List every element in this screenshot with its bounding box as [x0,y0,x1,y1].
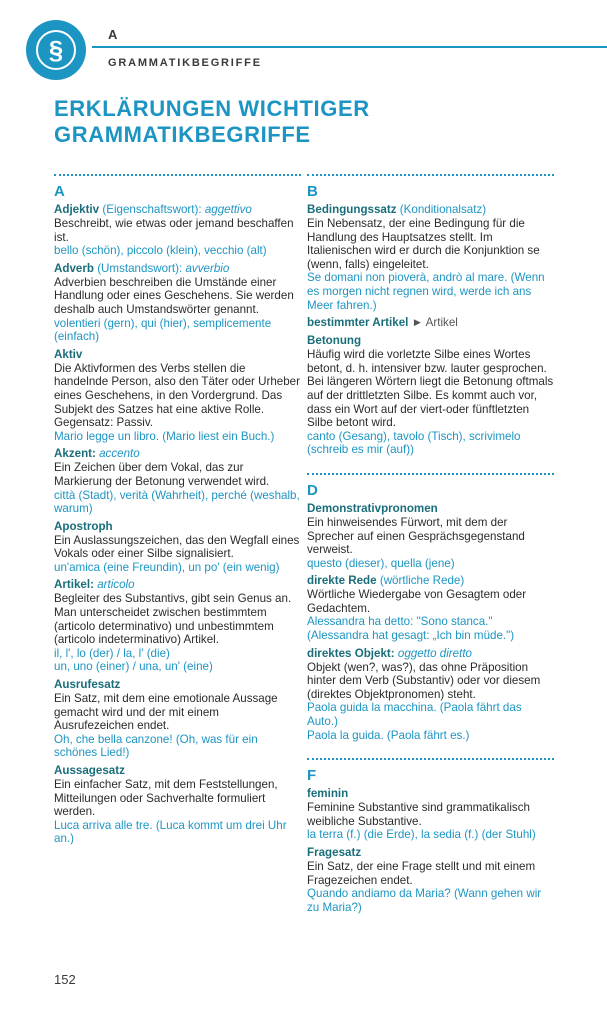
entry-term-line [307,502,554,516]
header-rule [92,46,607,48]
entry-term: direktes Objekt: [307,646,395,660]
entry-italian-term: aggettivo [204,203,252,216]
entry-definition: Ein Satz, mit dem eine emotionale Aussage gemacht wird und der mit einem Ausrufezeichen endet. [54,692,278,733]
entry-example: Se domani non pioverà, andrò al mare. (Wenn es morgen nicht regnen wird, werde ich ans Meer fahren.) [307,271,545,312]
entry-definition: Adverbien beschreiben die Umstände einer Handlung oder eines Geschehens. Sie werden deshalb auch Umstandswörter genannt. [54,275,294,316]
entry-term-line [54,520,301,534]
entry-term-line [54,578,301,592]
entry-definition: Wörtliche Wiedergabe von Gesagtem oder Gedachtem. [307,588,527,615]
page-title-line-2: GRAMMATIKBEGRIFFE [54,122,311,147]
glossary-entry [54,678,301,760]
entry-example: questo (dieser), quella (jene) [307,556,455,570]
entry-term: Bedingungssatz [307,203,397,216]
entry-example: Alessandra ha detto: "Sono stanca." (Alessandra hat gesagt: „Ich bin müde.") [307,615,515,643]
entry-term: Demonstrativpronomen [307,501,438,515]
section-letter: D [307,481,318,499]
page-title-line-1: ERKLÄRUNGEN WICHTIGER [54,96,370,121]
entry-definition: Begleiter des Substantivs, gibt sein Genus an. Man unterscheidet zwischen bestimmtem (articolo determinativo) und unbestimmtem (articolo indeterminativo) Artikel. [54,592,292,647]
glossary-entry [307,316,554,330]
entry-example: la terra (f.) (die Erde), la sedia (f.) (der Stuhl) [307,828,536,842]
entry-definition: Feminine Substantive sind grammatikalisch weibliche Substantive. [307,801,530,828]
entry-definition: Die Aktivformen des Verbs stellen die handelnde Person, also den Täter oder Urheber eines Geschehens, in den Vordergrund. Das Subjekt des Satzes hat eine aktive Rolle. Gegensatz: Passiv. [54,361,300,430]
entry-term: bestimmter Artikel [307,316,409,330]
dotted-separator [54,174,301,176]
letter-group [54,174,301,846]
glossary-entry [54,764,301,846]
paragraph-section-icon [32,26,80,74]
section-badge [26,20,86,80]
glossary-entry [54,447,301,515]
entry-definition: Ein einfacher Satz, mit dem Feststellungen, Mitteilungen oder Sachverhalte formuliert werden. [54,778,278,819]
entry-term: direkte Rede [307,574,377,588]
entry-example: il, l', lo (der) / la, l' (die) [54,646,170,660]
entry-italian-term: avverbio [185,261,230,275]
glossary-entry [54,520,301,575]
entry-term-line [54,203,301,217]
entry-term-line [54,678,301,692]
entry-term: Fragesatz [307,846,362,859]
glossary-entry [307,787,554,842]
entry-term-translation: (Konditionalsatz) [399,203,487,216]
entry-example: un'amica (eine Freundin), un po' (ein wenig) [54,560,280,574]
entry-example: Luca arriva alle tre. (Luca kommt um drei Uhr an.) [54,818,287,846]
section-letter: A [54,183,65,200]
entry-example: un, uno (einer) / una, un' (eine) [54,660,213,674]
entry-definition: Ein Auslassungszeichen, das den Wegfall eines Vokals oder einer Silbe signalisiert. [54,533,300,561]
entry-example: Mario legge un libro. (Mario liest ein Buch.) [54,429,275,443]
letter-group [307,174,554,457]
dotted-separator [307,473,554,475]
entry-example: volentieri (gern), qui (hier), semplicemente (einfach) [54,316,272,344]
entry-term-line [307,316,554,330]
dotted-separator [307,758,554,760]
entry-term-line [54,262,301,276]
entry-term-line [307,787,554,801]
glossary-entry [54,203,301,258]
header-section-title: GRAMMATIKBEGRIFFE [108,57,262,69]
entry-italian-term: accento [99,447,140,461]
glossary-entry [307,574,554,642]
entry-definition: Häufig wird die vorletzte Silbe eines Wortes betont, d. h. intensiver bzw. lauter gesprochen. Bei längeren Wörtern liegt die Betonung oftmals auf der drittletzten Silbe. Es kommt auch vor, dass ein Wort auf der viert-oder fünftletzten Silbe betont wird. [307,348,554,430]
entry-definition: Ein hinweisendes Fürwort, mit dem der Sprecher auf einen Gesprächsgegenstand verweist. [307,515,525,557]
entry-italian-term: oggetto diretto [397,646,473,660]
entry-term: Adverb [54,261,94,275]
entry-term: Betonung [307,334,362,348]
entry-italian-term: articolo [97,578,135,592]
glossary-column-right [307,174,554,918]
entry-term: Aussagesatz [54,764,125,777]
entry-term-translation: (Umstandswort): [97,261,183,275]
page-title [54,96,554,148]
letter-group [307,758,554,914]
glossary-entry [54,262,301,344]
entry-term: Apostroph [54,519,113,533]
entry-term: feminin [307,787,349,801]
entry-term-line [307,647,554,661]
entry-definition: Ein Satz, der eine Frage stellt und mit einem Fragezeichen endet. [307,860,536,887]
entry-definition: Objekt (wen?, was?), das ohne Präposition hinter dem Verb (Substantiv) oder vor diesem (direktes Objektpronomen) steht. [307,660,541,701]
glossary-entry [307,334,554,457]
entry-term-line [307,334,554,348]
glossary-entry [54,578,301,674]
section-letter: B [307,183,318,200]
entry-term: Ausrufesatz [54,678,121,692]
glossary-entry [307,846,554,914]
entry-term-translation: (wörtliche Rede) [379,574,465,588]
entry-term-line [54,447,301,461]
entry-example: Paola la guida. (Paola fährt es.) [307,728,470,742]
entry-definition: Ein Zeichen über dem Vokal, das zur Markierung der Betonung verwendet wird. [54,461,270,488]
badge-symbol: § [48,35,64,65]
header-letter: A [108,27,118,42]
glossary-entry [307,502,554,570]
entry-term-line [54,348,301,362]
entry-term: Aktiv [54,347,83,361]
section-letter: F [307,767,317,785]
entry-example: canto (Gesang), tavolo (Tisch), scrivimelo (schreib es mir (auf)) [307,429,521,457]
entry-cross-reference: ► Artikel [411,316,458,330]
entry-term: Artikel: [54,578,94,592]
entry-term-translation: (Eigenschaftswort): [102,203,202,216]
entry-term-line [54,764,301,778]
entry-term: Adjektiv [54,203,100,216]
glossary-column-left [54,174,301,850]
entry-definition: Beschreibt, wie etwas oder jemand beschaffen ist. [54,217,294,244]
entry-example: Oh, che bella canzone! (Oh, was für ein schönes Lied!) [54,732,258,760]
glossary-entry [54,348,301,444]
entry-example: Quando andiamo da Maria? (Wann gehen wir zu Maria?) [307,887,542,914]
glossary-entry [307,647,554,743]
glossary-entry [307,203,554,312]
entry-term: Akzent: [54,447,96,461]
dotted-separator [307,174,554,176]
page-number: 152 [54,972,76,987]
entry-term-line [307,203,554,217]
entry-example: bello (schön), piccolo (klein), vecchio (alt) [54,244,267,258]
entry-example: Paola guida la macchina. (Paola fährt das Auto.) [307,701,522,729]
entry-term-line [307,574,554,588]
letter-group [307,473,554,742]
entry-definition: Ein Nebensatz, der eine Bedingung für die Handlung des Hauptsatzes stellt. Im Italienischen wird er durch die Konjunktion se (wenn, falls) eingeleitet. [307,217,540,271]
entry-term-line [307,846,554,860]
entry-example: città (Stadt), verità (Wahrheit), perché (weshalb, warum) [54,488,300,516]
